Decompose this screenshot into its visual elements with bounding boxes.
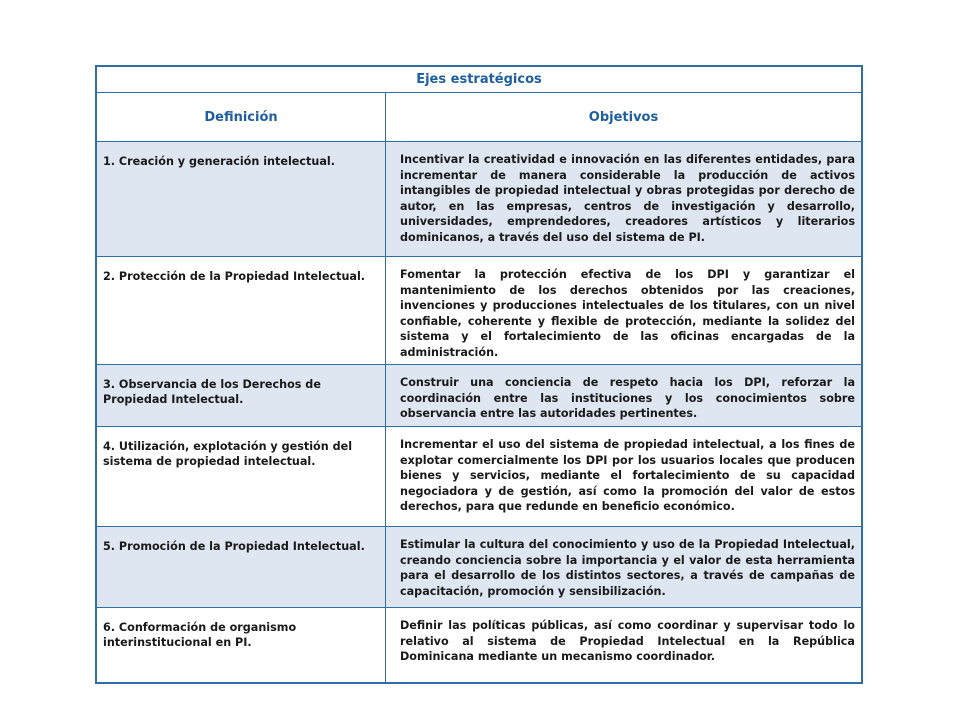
row-objective: Definir las políticas públicas, así como coordinar y supervisar todo lo relativo al sistema de Propiedad Intelectual en la República Dominicana mediante un mecanismo coordinador. xyxy=(386,608,862,683)
row-definition: 2. Protección de la Propiedad Intelectual. xyxy=(97,257,386,365)
header-objetivos: Objetivos xyxy=(386,93,862,142)
table-row xyxy=(97,527,862,608)
table-header-row xyxy=(97,93,862,142)
row-objective: Fomentar la protección efectiva de los DPI y garantizar el mantenimiento de los derechos obtenidos por las creaciones, invenciones y producciones intelectuales de los titulares, con un nivel confiable, coherente y flexible de protección, mediante la solidez del sistema y el fortalecimiento de las oficinas encargadas de la administración. xyxy=(386,257,862,365)
table-title-row xyxy=(97,67,862,93)
row-objective: Estimular la cultura del conocimiento y uso de la Propiedad Intelectual, creando conciencia sobre la importancia y el valor de esta herramienta para el desarrollo de los distintos sectores, a través de campañas de capacitación, promoción y sensibilización. xyxy=(386,527,862,608)
strategic-axes-table xyxy=(95,65,863,684)
table-title: Ejes estratégicos xyxy=(97,67,862,93)
row-definition: 3. Observancia de los Derechos de Propiedad Intelectual. xyxy=(97,365,386,427)
row-definition: 6. Conformación de organismo interinstitucional en PI. xyxy=(97,608,386,683)
row-objective: Construir una conciencia de respeto hacia los DPI, reforzar la coordinación entre las instituciones y los conocimientos sobre observancia entre las autoridades pertinentes. xyxy=(386,365,862,427)
table-grid xyxy=(96,66,862,683)
table-row xyxy=(97,608,862,683)
row-definition: 5. Promoción de la Propiedad Intelectual. xyxy=(97,527,386,608)
table-row xyxy=(97,365,862,427)
row-objective: Incentivar la creatividad e innovación en las diferentes entidades, para incrementar de manera considerable la producción de activos intangibles de propiedad intelectual y obras protegidas por derecho de autor, en las empresas, centros de investigación y desarrollo, universidades, emprendedores, creadores artísticos y literarios dominicanos, a través del uso del sistema de PI. xyxy=(386,142,862,257)
header-definicion: Definición xyxy=(97,93,386,142)
row-definition: 1. Creación y generación intelectual. xyxy=(97,142,386,257)
row-definition: 4. Utilización, explotación y gestión del sistema de propiedad intelectual. xyxy=(97,427,386,527)
table-row xyxy=(97,142,862,257)
table-row xyxy=(97,427,862,527)
row-objective: Incrementar el uso del sistema de propiedad intelectual, a los fines de explotar comercialmente los DPI por los usuarios locales que producen bienes y servicios, mediante el fortalecimiento de su capacidad negociadora y de gestión, así como la promoción del valor de estos derechos, para que redunde en beneficio económico. xyxy=(386,427,862,527)
table-row xyxy=(97,257,862,365)
